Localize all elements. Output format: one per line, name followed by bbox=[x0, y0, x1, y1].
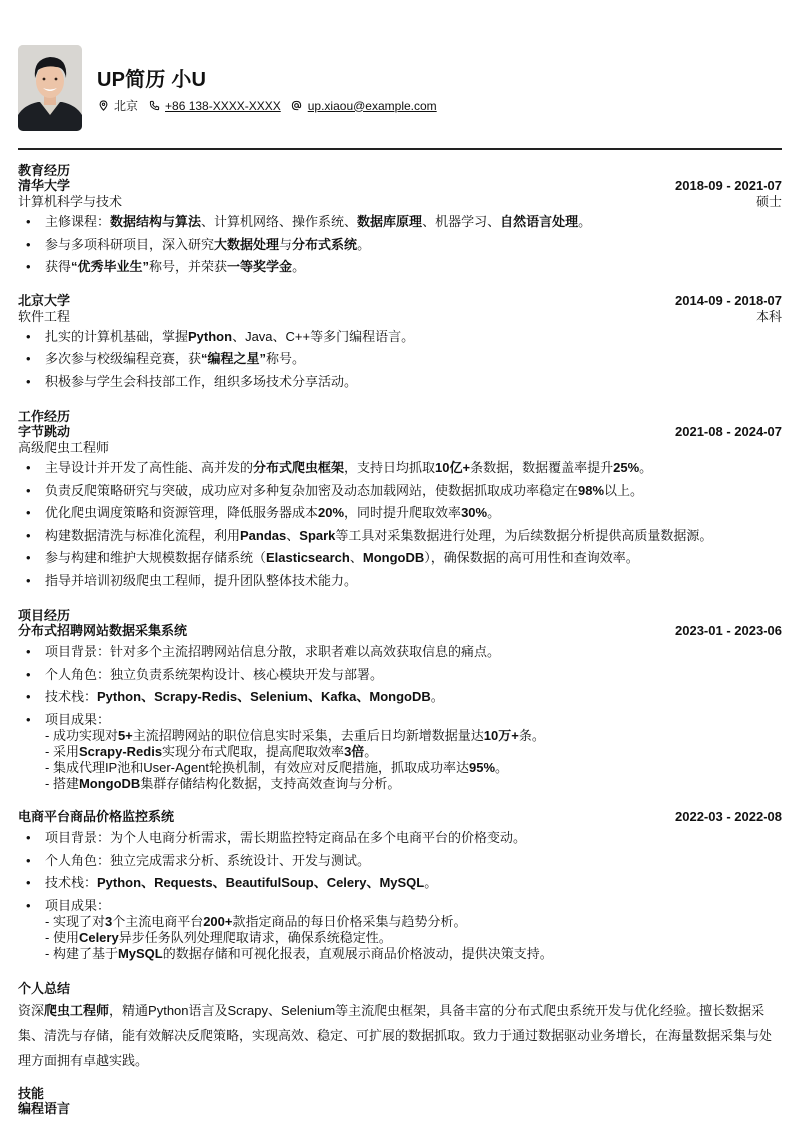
list-item bbox=[18, 573, 782, 589]
list-item bbox=[18, 528, 782, 544]
text-run: 以上。 bbox=[604, 482, 644, 498]
result-line bbox=[45, 946, 782, 962]
header-divider bbox=[18, 148, 782, 150]
bold-text: 一等奖学金 bbox=[227, 259, 293, 274]
bold-text: MongoDB bbox=[78, 775, 141, 791]
bold-text: Python、Requests、BeautifulSoup、Celery、MySQL bbox=[97, 875, 425, 890]
school-name: 清华大学 bbox=[18, 178, 71, 193]
text-run: 。 bbox=[578, 214, 592, 229]
bold-text: 3倍 bbox=[344, 743, 365, 759]
text-run: 多次参与校级编程竞赛，获 bbox=[45, 351, 202, 366]
entry-header bbox=[18, 178, 782, 194]
bold-text: Scrapy-Redis bbox=[78, 743, 163, 759]
project-dates: 2023-01 - 2023-06 bbox=[675, 623, 782, 638]
bold-text: MongoDB bbox=[362, 550, 425, 565]
text-run: 负责反爬策略研究与突破，成功应对多种复杂加密及动态加载网站，使数据抓取成功率稳定在 bbox=[45, 482, 579, 498]
project-results bbox=[18, 712, 782, 792]
text-run: 主导设计并开发了高性能、高并发的 bbox=[45, 460, 254, 475]
skill-group-title: 编程语言 bbox=[18, 1101, 71, 1116]
bold-text: Elasticsearch bbox=[266, 550, 350, 565]
text-run: 。 bbox=[292, 259, 306, 274]
entry-subheader bbox=[18, 309, 782, 325]
contact-info bbox=[97, 97, 447, 114]
text-run: 条数据，数据覆盖率提升 bbox=[470, 460, 614, 475]
bold-text: Spark bbox=[299, 527, 336, 543]
text-run: 技术栈： bbox=[45, 689, 98, 704]
text-run: ），确保数据的高可用性和查询效率。 bbox=[424, 550, 639, 565]
section-title-summary: 个人总结 bbox=[18, 981, 71, 996]
bold-text: 3 bbox=[104, 913, 113, 929]
text-run: 构建数据清洗与标准化流程，利用 bbox=[45, 527, 241, 543]
bold-text: 分布式爬虫框架 bbox=[253, 460, 345, 475]
bold-text: 98% bbox=[578, 482, 605, 498]
entry-subheader bbox=[18, 194, 782, 210]
resume-content bbox=[18, 163, 782, 1116]
job-title: 高级爬虫工程师 bbox=[18, 440, 110, 455]
bold-text: 自然语言处理 bbox=[500, 214, 579, 229]
text-run: ，同时提升爬取效率 bbox=[344, 505, 462, 520]
email-item bbox=[291, 99, 437, 113]
bold-text: 大数据处理 bbox=[214, 236, 280, 252]
spacer bbox=[18, 595, 782, 608]
text-run: 技术栈： bbox=[45, 875, 98, 890]
bold-text: 200+ bbox=[203, 913, 233, 929]
location-item bbox=[97, 97, 138, 114]
list-item bbox=[18, 351, 782, 367]
list-item bbox=[18, 329, 782, 345]
project-name: 分布式招聘网站数据采集系统 bbox=[18, 623, 188, 638]
list-item bbox=[18, 214, 782, 230]
text-run: 、 bbox=[286, 527, 300, 543]
text-run: 、计算机网络、操作系统、 bbox=[201, 214, 358, 229]
bold-text: Python、Scrapy-Redis、Selenium、Kafka、MongoDB bbox=[97, 689, 431, 704]
text-run: 、 bbox=[349, 550, 363, 565]
project-dates: 2022-03 - 2022-08 bbox=[675, 809, 782, 824]
text-run: ，精通Python语言及Scrapy、Selenium等主流爬虫框架，具备丰富的分布式爬虫系统开发与优化经验。擅长数据采集、清洗与存储，能有效解决反爬策略，实现高效、稳定、可扩展的数据抓取。致力于通过数据驱动业务增长，在海量数据采集与处理方面拥有卓越实践。 bbox=[18, 1003, 773, 1068]
project-name: 电商平台商品价格监控系统 bbox=[18, 809, 175, 824]
text-run: 获得 bbox=[45, 259, 72, 274]
bold-text: 10万+ bbox=[483, 727, 519, 743]
bold-text: 5+ bbox=[117, 727, 133, 743]
spacer bbox=[18, 798, 782, 809]
entry-header bbox=[18, 293, 782, 309]
text-run: 个主流电商平台 bbox=[112, 913, 204, 929]
work-dates: 2021-08 - 2024-07 bbox=[675, 424, 782, 439]
person-portrait-icon bbox=[18, 45, 82, 131]
phone-link[interactable]: +86 138-XXXX-XXXX bbox=[165, 98, 281, 113]
bold-text: 数据库原理 bbox=[357, 214, 423, 229]
bold-text: 30% bbox=[461, 505, 488, 520]
text-run: 的数据存储和可视化报表，直观展示商品价格波动，提供决策支持。 bbox=[162, 945, 553, 961]
entry-header bbox=[18, 623, 782, 639]
bold-text: “编程之星” bbox=[201, 351, 267, 366]
bold-text: Pandas bbox=[240, 527, 287, 543]
list-item bbox=[18, 374, 782, 390]
project-stack bbox=[18, 875, 782, 891]
text-run: 主流招聘网站的职位信息实时采集，去重后日均新增数据量达 bbox=[132, 727, 484, 743]
project-bullets bbox=[18, 830, 782, 962]
school-name: 北京大学 bbox=[18, 292, 71, 308]
list-item bbox=[18, 237, 782, 253]
text-run: 集群存储结构化数据，支持高效查询与分析。 bbox=[140, 775, 401, 791]
text-run: - 构建了基于 bbox=[45, 945, 118, 961]
education-dates: 2018-09 - 2021-07 bbox=[675, 178, 782, 193]
email-link[interactable]: up.xiaou@example.com bbox=[307, 98, 437, 113]
phone-icon bbox=[148, 100, 160, 112]
major: 软件工程 bbox=[18, 308, 71, 324]
result-line bbox=[45, 744, 782, 760]
bold-text: 数据结构与算法 bbox=[110, 214, 202, 229]
spacer bbox=[18, 396, 782, 409]
major: 计算机科学与技术 bbox=[18, 194, 123, 209]
text-run: - 集成代理IP池和User-Agent轮换机制，有效应对反爬措施，抓取成功率达 bbox=[45, 759, 469, 775]
bold-text: “优秀毕业生” bbox=[71, 259, 150, 274]
text-run: ，支持日均抓取 bbox=[344, 460, 436, 475]
education-bullets bbox=[18, 214, 782, 275]
project-results bbox=[18, 898, 782, 962]
bold-text: 爬虫工程师 bbox=[44, 1003, 110, 1018]
text-run: 、Java、C++等多门编程语言。 bbox=[232, 328, 415, 344]
bold-text: 95% bbox=[468, 759, 496, 775]
project-bullets bbox=[18, 644, 782, 792]
text-run: 称号，并荣获 bbox=[149, 259, 228, 274]
project-background: • 项目背景：为个人电商分析需求，需长期监控特定商品在多个电商平台的价格变动。 bbox=[18, 830, 782, 846]
text-run: 积极参与学生会科技部工作，组织多场技术分享活动。 bbox=[45, 373, 358, 389]
text-run: 。 bbox=[495, 759, 509, 775]
degree: 本科 bbox=[755, 308, 782, 324]
degree: 硕士 bbox=[755, 194, 782, 209]
result-line bbox=[45, 914, 782, 930]
bold-text: 10亿+ bbox=[435, 460, 471, 475]
text-run: 参与多项科研项目，深入研究 bbox=[45, 236, 215, 252]
project-role: • 个人角色：独立负责系统架构设计、核心模块开发与部署。 bbox=[18, 667, 782, 683]
results-label: • 项目成果： bbox=[45, 711, 111, 727]
text-run: 。 bbox=[430, 689, 444, 704]
bold-text: Python bbox=[188, 328, 233, 344]
text-run: 。 bbox=[364, 743, 378, 759]
summary-text bbox=[18, 998, 782, 1073]
list-item bbox=[18, 550, 782, 566]
spacer bbox=[18, 282, 782, 293]
text-run: 。 bbox=[487, 505, 501, 520]
bold-text: MySQL bbox=[117, 945, 163, 961]
section-title-projects: 项目经历 bbox=[18, 608, 71, 623]
bold-text: 分布式系统 bbox=[292, 236, 358, 252]
list-item bbox=[18, 483, 782, 499]
result-line bbox=[45, 930, 782, 946]
text-run: 主修课程： bbox=[45, 214, 111, 229]
text-run: - 采用 bbox=[45, 743, 79, 759]
location-text: 北京 bbox=[114, 99, 139, 113]
text-run: - 实现了对 bbox=[45, 913, 105, 929]
text-run: 扎实的计算机基础，掌握 bbox=[45, 328, 189, 344]
text-run: 。 bbox=[639, 460, 653, 475]
text-run: 与 bbox=[279, 236, 293, 252]
text-run: 等工具对采集数据进行处理，为后续数据分析提供高质量数据源。 bbox=[335, 527, 713, 543]
text-run: 、机器学习、 bbox=[422, 214, 501, 229]
section-title-education: 教育经历 bbox=[18, 163, 71, 178]
text-run: 。 bbox=[357, 236, 371, 252]
resume-header bbox=[18, 0, 782, 149]
education-dates: 2014-09 - 2018-07 bbox=[675, 292, 782, 308]
text-run: 款指定商品的每日价格采集与趋势分析。 bbox=[232, 913, 467, 929]
profile-photo bbox=[18, 45, 82, 131]
text-run: 资深 bbox=[18, 1003, 45, 1018]
project-role: • 个人角色：独立完成需求分析、系统设计、开发与测试。 bbox=[18, 853, 782, 869]
list-item bbox=[18, 259, 782, 275]
work-bullets bbox=[18, 460, 782, 589]
bold-text: 25% bbox=[613, 460, 640, 475]
phone-item bbox=[148, 99, 281, 113]
text-run: 。 bbox=[424, 875, 438, 890]
results-label: • 项目成果： bbox=[45, 897, 111, 913]
text-run: - 搭建 bbox=[45, 775, 79, 791]
bold-text: Celery bbox=[78, 929, 119, 945]
project-background: • 项目背景：针对多个主流招聘网站信息分散，求职者难以高效获取信息的痛点。 bbox=[18, 644, 782, 660]
company-name: 字节跳动 bbox=[18, 424, 71, 439]
text-run: - 成功实现对 bbox=[45, 727, 118, 743]
result-line bbox=[45, 760, 782, 776]
text-run: 条。 bbox=[518, 727, 545, 743]
result-line bbox=[45, 776, 782, 792]
project-stack bbox=[18, 689, 782, 705]
location-pin-icon bbox=[97, 100, 109, 112]
spacer bbox=[18, 968, 782, 981]
text-run: 异步任务队列处理爬取请求，确保系统稳定性。 bbox=[118, 929, 392, 945]
text-run: 称号。 bbox=[266, 351, 306, 366]
at-sign-icon bbox=[291, 100, 303, 112]
list-item bbox=[18, 460, 782, 476]
text-run: 优化爬虫调度策略和资源管理，降低服务器成本 bbox=[45, 505, 319, 520]
result-line bbox=[45, 728, 782, 744]
spacer bbox=[18, 1073, 782, 1086]
entry-header bbox=[18, 424, 782, 440]
education-bullets bbox=[18, 329, 782, 390]
text-run: - 使用 bbox=[45, 929, 79, 945]
section-title-work: 工作经历 bbox=[18, 409, 71, 424]
text-run: 指导并培训初级爬虫工程师，提升团队整体技术能力。 bbox=[45, 572, 358, 588]
section-title-skills: 技能 bbox=[18, 1086, 45, 1101]
candidate-name: UP简历 小U bbox=[97, 69, 207, 91]
entry-header bbox=[18, 809, 782, 825]
resume-page bbox=[18, 0, 782, 1116]
text-run: 参与构建和维护大规模数据存储系统（ bbox=[45, 550, 267, 565]
bold-text: 20% bbox=[318, 505, 345, 520]
text-run: 实现分布式爬取，提高爬取效率 bbox=[162, 743, 345, 759]
list-item bbox=[18, 505, 782, 521]
entry-subheader bbox=[18, 440, 782, 456]
